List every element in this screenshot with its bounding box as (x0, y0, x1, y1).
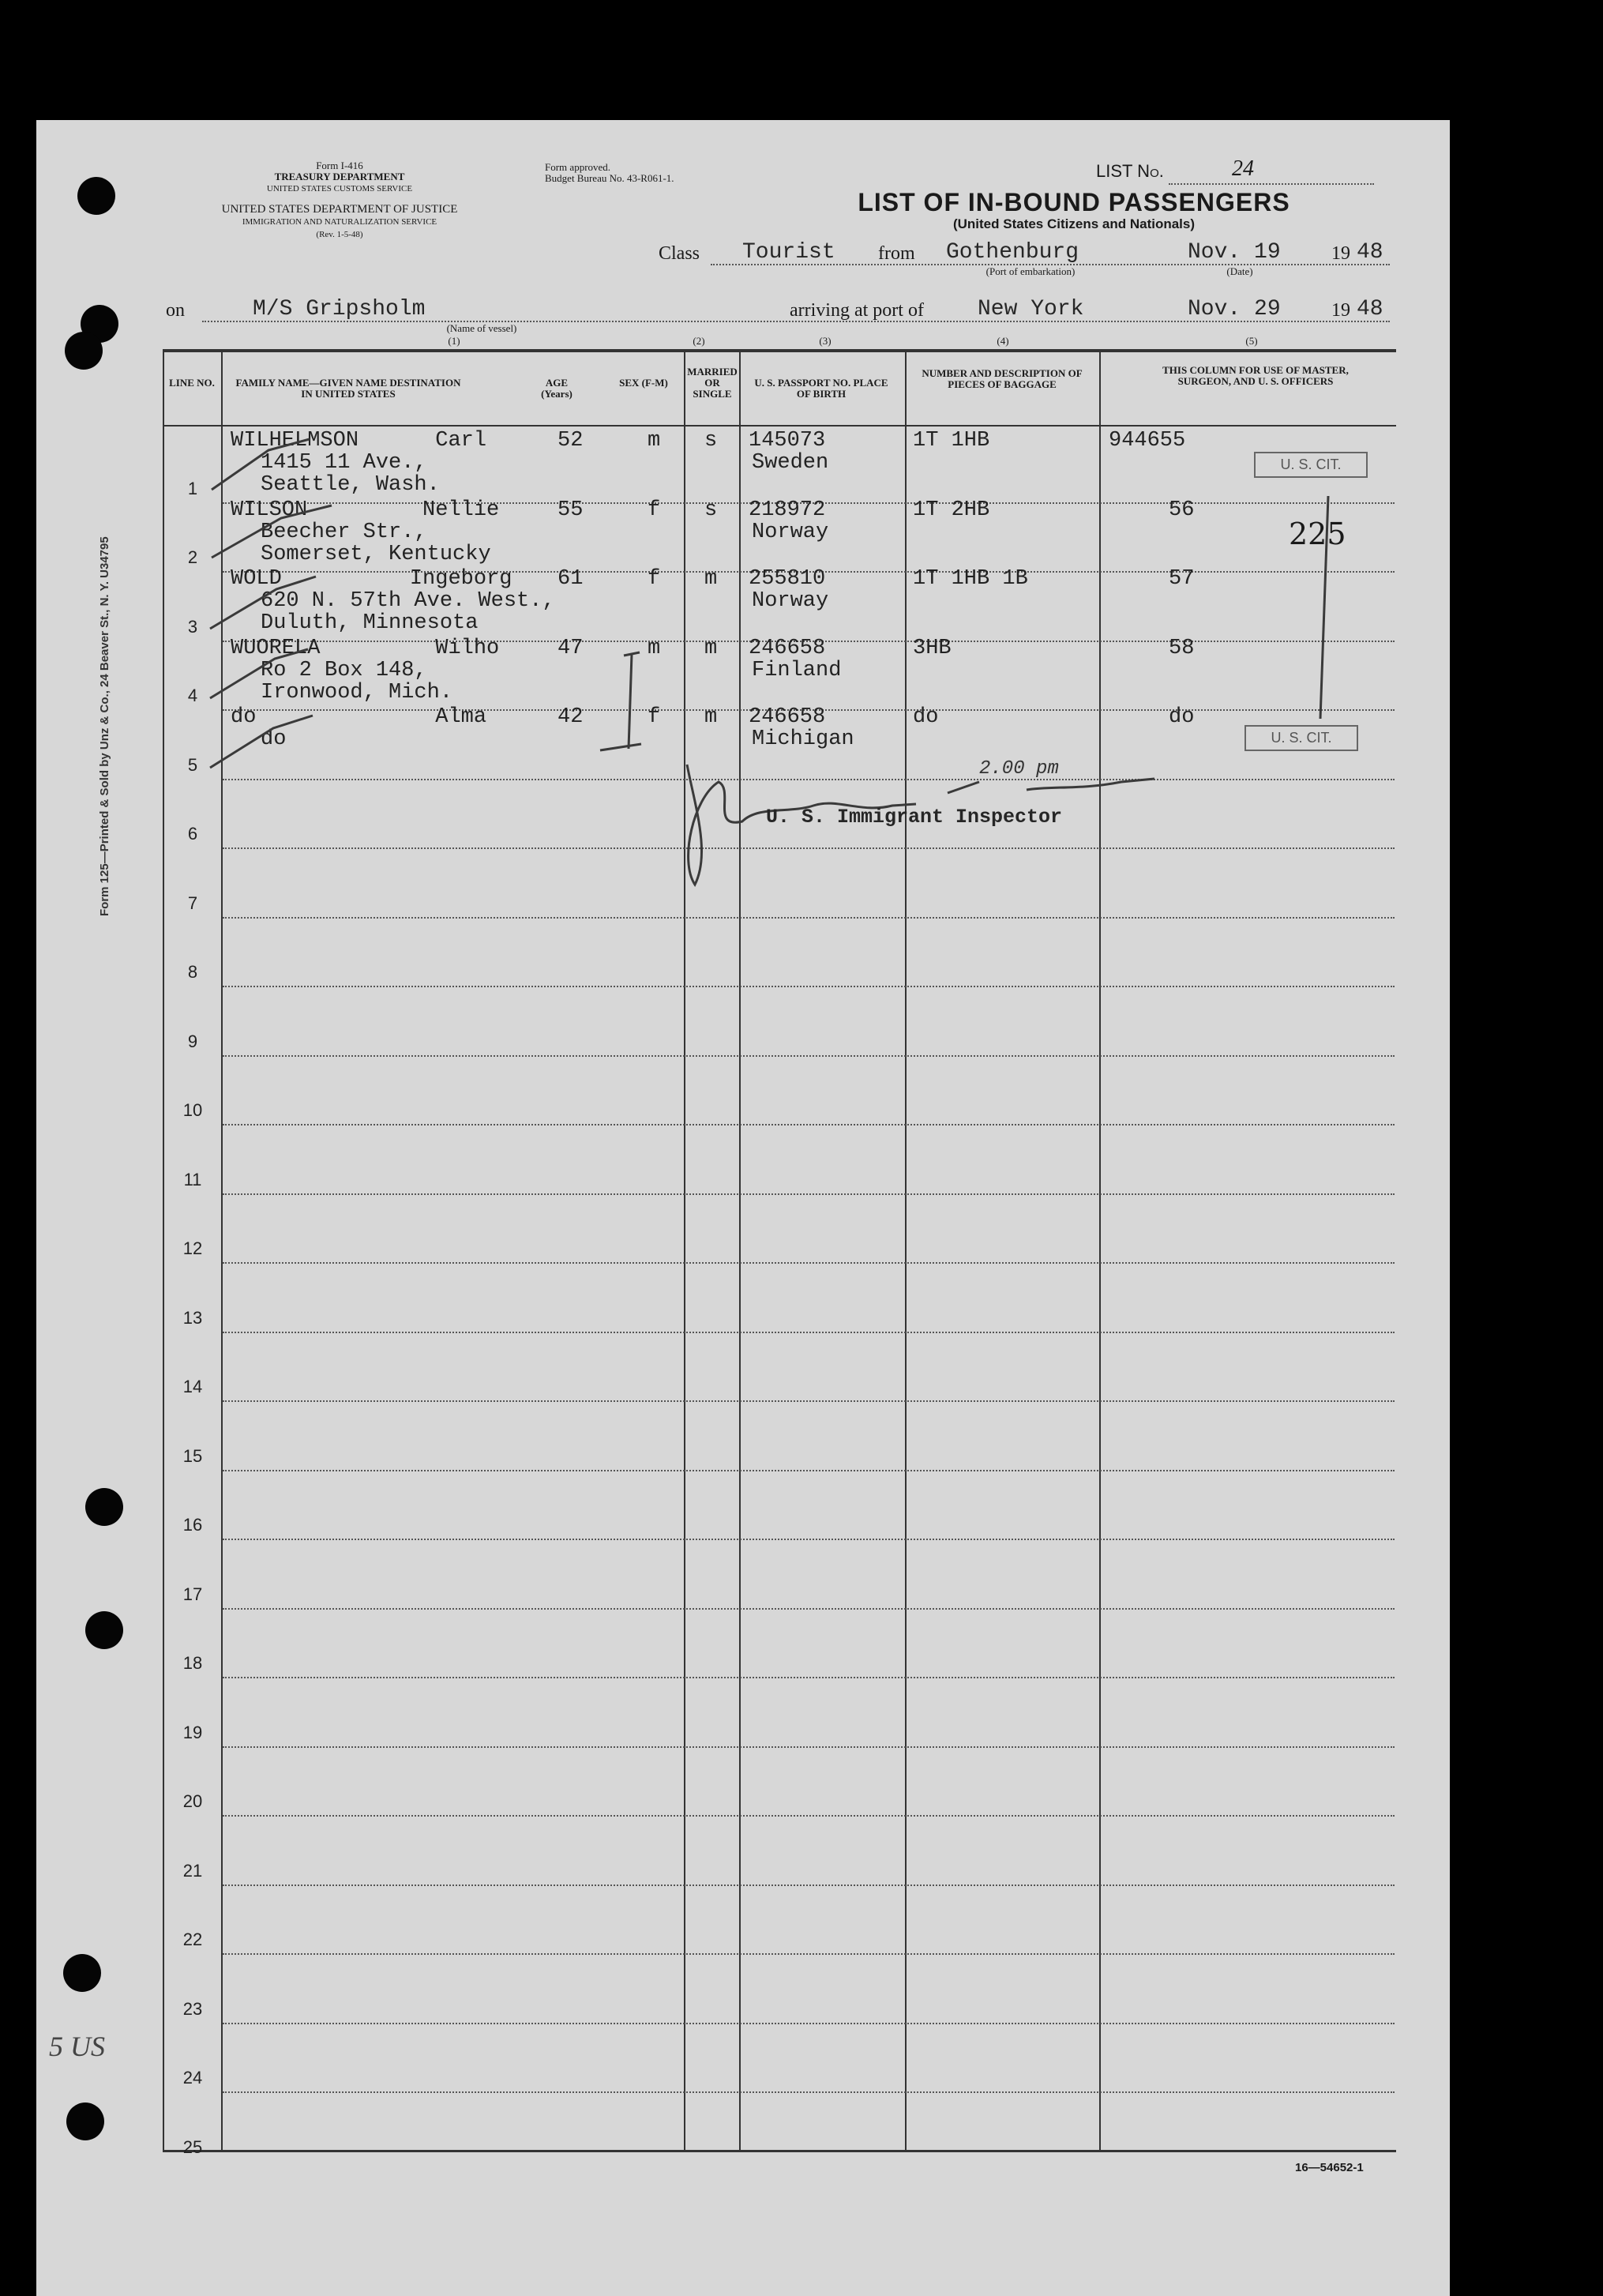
passenger-marital: s (704, 429, 718, 453)
row-number: 1 (187, 478, 198, 498)
row-number: 14 (182, 1377, 203, 1396)
row-number: 6 (187, 824, 198, 844)
row-number: 23 (182, 1998, 203, 2019)
revision: (Rev. 1-5-48) (316, 230, 363, 239)
passenger-city: Somerset, Kentucky (261, 542, 491, 566)
departure-year-prefix: 19 (1331, 243, 1350, 264)
passenger-passport: 246658 (749, 705, 826, 729)
passenger-marital: m (704, 705, 718, 729)
col-header-age: AGE (Years) (541, 377, 572, 400)
passenger-sex: m (648, 429, 661, 453)
form-number: Form I-416 (316, 160, 363, 171)
passenger-sex: f (648, 705, 661, 729)
passenger-city: Duluth, Minnesota (261, 611, 479, 635)
row-number: 19 (182, 1722, 203, 1742)
passenger-name: WILHELMSON Carl (231, 429, 487, 453)
passenger-passport: 246658 (749, 636, 826, 660)
approval-line-2: Budget Bureau No. 43-R061-1. (545, 172, 674, 184)
passenger-age: 42 (557, 705, 584, 729)
passenger-sex: m (648, 636, 661, 660)
col-code-1: (1) (448, 335, 460, 347)
class-label: Class (659, 243, 700, 264)
check-mark (210, 649, 308, 698)
list-no-label: LIST No. (1096, 161, 1164, 181)
passenger-passport: 255810 (749, 567, 826, 591)
treasury-dept: TREASURY DEPARTMENT (274, 171, 405, 182)
passenger-address: Beecher Str., (261, 520, 427, 544)
signature-time: 2.00 pm (979, 758, 1059, 780)
passenger-birthplace: Finland (752, 658, 842, 682)
passenger-sex: f (648, 498, 661, 522)
passenger-marital: m (704, 567, 718, 591)
page-subtitle: (United States Citizens and Nationals) (952, 216, 1196, 231)
check-mark (210, 577, 316, 629)
page-title: LIST OF IN-BOUND PASSENGERS (858, 188, 1290, 216)
row-number: 4 (187, 686, 198, 705)
row-number: 21 (182, 1860, 203, 1881)
bracket-mark (600, 652, 641, 750)
row-number: 25 (182, 2136, 203, 2157)
justice-dept: UNITED STATES DEPARTMENT OF JUSTICE (221, 203, 458, 216)
passenger-birthplace: Sweden (752, 451, 829, 475)
passenger-birthplace: Norway (752, 520, 829, 544)
row-number: 5 (187, 754, 198, 775)
col-header-baggage: NUMBER AND DESCRIPTION OF PIECES OF BAGGAGE (922, 367, 1083, 390)
footer-code: 16—54652-1 (1295, 2161, 1364, 2174)
ins-service: IMMIGRATION AND NATURALIZATION SERVICE (242, 217, 437, 227)
col-header-officers: THIS COLUMN FOR USE OF MASTER, SURGEON, AND U. S. OFFICERS (1162, 364, 1349, 387)
passenger-officer-note: 56 (1169, 498, 1195, 522)
passenger-name: WILSON Nellie (231, 498, 500, 522)
row-number: 16 (182, 1515, 203, 1535)
passenger-name: do Alma (231, 705, 487, 729)
row-number: 11 (183, 1169, 202, 1189)
row-number: 12 (182, 1238, 203, 1258)
row-number: 3 (187, 616, 198, 637)
passenger-baggage: 3HB (913, 636, 952, 660)
passenger-address: do (261, 727, 287, 751)
col-code-2: (2) (693, 335, 705, 347)
time-scrawl (948, 779, 1154, 793)
passenger-age: 61 (557, 567, 584, 591)
passenger-baggage: 1T 1HB 1B (913, 567, 1028, 591)
passenger-marital: s (704, 498, 718, 522)
check-mark (210, 716, 313, 768)
arrival-port: New York (978, 297, 1084, 321)
margin-note: 5 US (49, 2031, 105, 2062)
passenger-address: 1415 11 Ave., (261, 451, 427, 475)
row-number: 10 (182, 1100, 203, 1120)
port-caption: (Port of embarkation) (985, 265, 1076, 277)
vertical-stroke (1320, 496, 1328, 719)
col-code-4: (4) (997, 335, 1009, 347)
row-number: 7 (187, 892, 198, 913)
passenger-city: Ironwood, Mich. (261, 680, 453, 705)
handwritten-total: 225 (1289, 517, 1346, 551)
passenger-passport: 218972 (749, 498, 826, 522)
from-label: from (878, 243, 915, 264)
row-number: 17 (182, 1584, 203, 1604)
approval-line-1: Form approved. (545, 161, 611, 173)
passenger-officer-note: 58 (1169, 636, 1195, 660)
arrival-year: 48 (1357, 297, 1383, 321)
passenger-officer-note: 944655 (1109, 429, 1186, 453)
passenger-sex: f (648, 567, 661, 591)
check-mark (212, 505, 332, 558)
arrival-year-prefix: 19 (1331, 300, 1350, 321)
row-number: 24 (182, 2068, 203, 2087)
vessel-name: M/S Gripsholm (253, 297, 426, 321)
row-number: 20 (182, 1791, 203, 1811)
col-code-3: (3) (819, 335, 832, 347)
passenger-age: 52 (557, 429, 584, 453)
passenger-address: 620 N. 57th Ave. West., (261, 589, 555, 613)
passenger-birthplace: Michigan (752, 727, 854, 751)
row-number: 8 (187, 962, 198, 982)
us-cit-stamp-1: U. S. CIT. (1254, 452, 1368, 478)
from-value: Gothenburg (946, 240, 1079, 265)
passenger-marital: m (704, 636, 718, 660)
col-header-married: MARRIED OR SINGLE (687, 366, 738, 400)
passenger-name: WOLD Ingeborg (231, 567, 512, 591)
passenger-passport: 145073 (749, 429, 826, 453)
list-no-value: 24 (1232, 156, 1254, 181)
col-header-name: FAMILY NAME—GIVEN NAME DESTINATION IN UNITED STATES (235, 377, 461, 400)
row-number: 13 (182, 1307, 203, 1328)
departure-year: 48 (1357, 240, 1383, 265)
passenger-baggage: 1T 1HB (913, 429, 990, 453)
arriving-label: arriving at port of (790, 300, 924, 321)
check-mark (212, 439, 310, 490)
passenger-address: Ro 2 Box 148, (261, 658, 427, 682)
class-value: Tourist (742, 240, 835, 265)
departure-date: Nov. 19 (1188, 240, 1281, 265)
us-cit-stamp-2: U. S. CIT. (1244, 725, 1358, 751)
passenger-name: WUORELA Wilho (231, 636, 500, 660)
row-number: 18 (182, 1653, 203, 1673)
passenger-birthplace: Norway (752, 589, 829, 613)
row-number: 15 (182, 1445, 203, 1466)
on-label: on (166, 300, 185, 321)
passenger-age: 47 (557, 636, 584, 660)
row-number: 9 (187, 1031, 198, 1051)
passenger-baggage: do (913, 705, 939, 729)
passenger-officer-note: do (1169, 705, 1195, 729)
col-header-sex: SEX (F-M) (619, 377, 668, 389)
inspector-caption: U. S. Immigrant Inspector (766, 806, 1063, 829)
row-number: 22 (182, 1930, 203, 1949)
col-header-passport: U. S. PASSPORT NO. PLACE OF BIRTH (754, 377, 888, 400)
passenger-age: 55 (557, 498, 584, 522)
passenger-city: Seattle, Wash. (261, 473, 440, 497)
date-caption: (Date) (1226, 265, 1253, 277)
passenger-baggage: 1T 2HB (913, 498, 990, 522)
row-number: 2 (187, 547, 198, 567)
col-header-line: LINE NO. (169, 377, 215, 389)
col-code-5: (5) (1245, 335, 1258, 347)
passenger-officer-note: 57 (1169, 567, 1195, 591)
arrival-date: Nov. 29 (1188, 297, 1281, 321)
margin-print: Form 125—Printed & Sold by Unz & Co., 24 Beaver St., N. Y. U34795 (98, 536, 111, 916)
customs-service: UNITED STATES CUSTOMS SERVICE (266, 184, 413, 194)
vessel-caption: (Name of vessel) (446, 322, 517, 334)
